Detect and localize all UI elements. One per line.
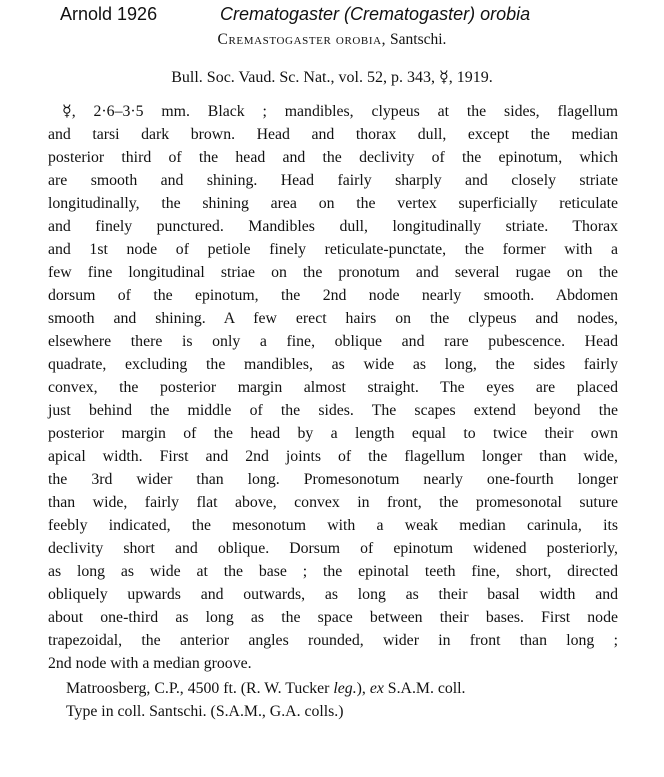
species-title [0, 31, 664, 49]
description-line: dorsum of the epinotum, the 2nd node nearly smooth. Abdomen [48, 287, 618, 304]
description-line: ☿, 2·6–3·5 mm. Black ; mandibles, clypeus at the sides, flagellum [62, 103, 618, 120]
locality-place: Matroosberg, C.P., 4500 ft. (R. W. Tucker [66, 680, 330, 697]
description-line: than wide, fairly flat above, convex in front, the promesonotal suture [48, 494, 618, 511]
description-line: and tarsi dark brown. Head and thorax dull, except the median [48, 126, 618, 143]
description-line: trapezoidal, the anterior angles rounded, wider in front than long ; [48, 632, 618, 649]
description-paragraph [48, 100, 618, 675]
header-species-name: Crematogaster (Crematogaster) orobia [220, 4, 531, 24]
description-line: just behind the middle of the sides. The scapes extend beyond the [48, 402, 618, 419]
description-line: elsewhere there is only a fine, oblique and rare pubescence. Head [48, 333, 618, 350]
description-line: and 1st node of petiole finely reticulate-punctate, the former with a [48, 241, 618, 258]
page-header [0, 0, 664, 30]
description-line: obliquely upwards and outwards, as long as their basal width and [48, 586, 618, 603]
header-author-year: Arnold 1926 [60, 4, 158, 24]
description-line: quadrate, excluding the mandibles, as wide as long, the sides fairly [48, 356, 618, 373]
locality-coll: S.A.M. coll. [383, 680, 466, 697]
description-line: as long as wide at the base ; the epinotal teeth fine, short, directed [48, 563, 618, 580]
description-line: few fine longitudinal striae on the pronotum and several rugae on the [48, 264, 618, 281]
species-title-name: Cremastogaster orobia, [217, 31, 387, 48]
locality-leg: leg. [333, 680, 357, 697]
locality-mid: ), [356, 680, 370, 697]
description-line: posterior margin of the head by a length equal to twice their own [48, 425, 618, 442]
description-line: apical width. First and 2nd joints of the flagellum longer than wide, [48, 448, 618, 465]
description-line: posterior third of the head and the declivity of the epinotum, which [48, 149, 618, 166]
description-line: 2nd node with a median groove. [48, 655, 252, 672]
description-line: are smooth and shining. Head fairly sharply and closely striate [48, 172, 618, 189]
type-line: Type in coll. Santschi. (S.A.M., G.A. colls.) [66, 703, 344, 720]
description-line: longitudinally, the shining area on the vertex superficially reticulate [48, 195, 618, 212]
description-line: declivity short and oblique. Dorsum of epinotum widened posteriorly, [48, 540, 618, 557]
description-line: feebly indicated, the mesonotum with a weak median carinula, its [48, 517, 618, 534]
locality-block [66, 677, 465, 723]
description-line: about one-third as long as the space between their bases. First node [48, 609, 618, 626]
description-line: smooth and shining. A few erect hairs on the clypeus and nodes, [48, 310, 618, 327]
citation: Bull. Soc. Vaud. Sc. Nat., vol. 52, p. 343, ☿, 1919. [171, 69, 493, 86]
description-line: the 3rd wider than long. Promesonotum nearly one-fourth longer [48, 471, 618, 488]
description-line: convex, the posterior margin almost straight. The eyes are placed [48, 379, 618, 396]
locality-ex: ex [369, 680, 384, 697]
locality-line [66, 677, 465, 700]
description-line: and finely punctured. Mandibles dull, longitudinally striate. Thorax [48, 218, 618, 235]
species-title-authority: Santschi. [390, 31, 447, 48]
